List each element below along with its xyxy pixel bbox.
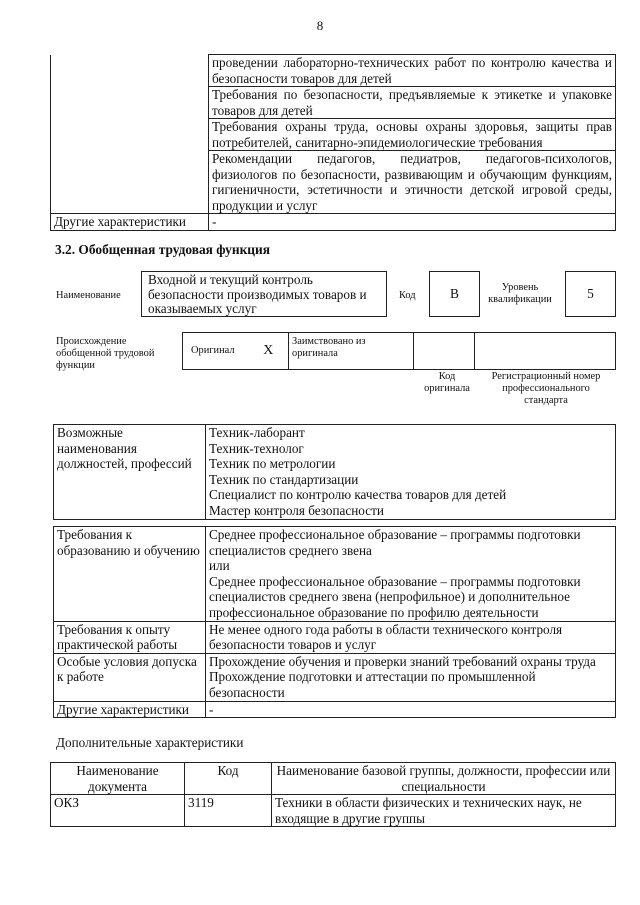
- knowledge-item: проведении лабораторно-технических работ по контролю качества и безопасности товаров для детей: [209, 55, 616, 87]
- education-label: Требования к образованию и обучению: [54, 527, 206, 622]
- section-title: 3.2. Обобщенная трудовая функция: [55, 242, 270, 257]
- list-item: Специалист по контролю качества товаров для детей: [209, 487, 507, 503]
- table-row: [183, 333, 616, 370]
- code-value: B: [429, 271, 480, 317]
- list-item: Техник-лаборант: [209, 425, 305, 440]
- origin-code-cell: [414, 333, 475, 370]
- reg-number-label: Регистрационный номер профессионального стандарта: [491, 371, 601, 406]
- table-row: [51, 214, 616, 231]
- level-value: 5: [565, 271, 616, 317]
- table-cell: Техники в области физических и технических наук, не входящие в другие группы: [272, 795, 616, 827]
- table-row: [54, 701, 616, 718]
- table-cell: 3119: [185, 795, 272, 827]
- experience-value: [206, 621, 616, 653]
- positions-list: [206, 425, 616, 520]
- table-row: [54, 527, 616, 622]
- borrowed-label: Заимствовано из оригинала: [289, 333, 414, 370]
- other-characteristics-value: -: [209, 214, 616, 231]
- list-item: Техник-технолог: [209, 440, 304, 456]
- level-label: Уровень квалификации: [488, 282, 552, 305]
- name-box: [141, 271, 387, 317]
- special-conditions-value: [206, 653, 616, 701]
- original-mark: X: [249, 333, 289, 370]
- original-label: Оригинал: [183, 333, 249, 370]
- education-value: [206, 527, 616, 622]
- origin-label: Происхождение обобщенной трудовой функции: [56, 336, 155, 371]
- list-item: Мастер контроля безопасности: [209, 502, 384, 518]
- column-header: Код: [185, 763, 272, 795]
- column-header: Наименование базовой группы, должности, профессии или специальности: [272, 763, 616, 795]
- knowledge-item: Рекомендации педагогов, педиатров, педагогов-психологов, физиологов по безопасности, развивающим и обучающим функциям, гигиеничности, эстетичности и этичности детской игровой среды, продукции и услуг: [209, 151, 616, 214]
- other-label: Другие характеристики: [54, 701, 206, 718]
- positions-label: Возможные наименования должностей, профессий: [54, 425, 206, 520]
- table-row: [54, 621, 616, 653]
- table-row: [51, 55, 616, 87]
- knowledge-item: Требования охраны труда, основы охраны здоровья, защиты прав потребителей, санитарно-эпидемиологические требования: [209, 119, 616, 151]
- origin-code-label: Код оригинала: [424, 371, 470, 394]
- requirements-table: [53, 526, 616, 718]
- table-row: [51, 795, 616, 827]
- requirement-line: Не менее одного года работы в области технического контроля безопасности товаров и услуг: [209, 621, 563, 653]
- column-header: Наименование документа: [51, 763, 185, 795]
- other-characteristics-label: Другие характеристики: [51, 214, 209, 231]
- additional-title: Дополнительные характеристики: [56, 735, 244, 750]
- requirement-line: Среднее профессиональное образование – программы подготовки специалистов среднего звена (непрофильное) и дополнительное профессиональное образование по профилю деятельности: [209, 573, 581, 620]
- experience-label: Требования к опыту практической работы: [54, 621, 206, 653]
- positions-table: [53, 424, 616, 520]
- knowledge-table: [50, 54, 616, 231]
- table-cell: ОКЗ: [51, 795, 185, 827]
- requirement-line: Прохождение обучения и проверки знаний требований охраны труда: [209, 653, 596, 669]
- function-name: Входной и текущий контроль безопасности производимых товаров и оказываемых услуг: [148, 272, 367, 316]
- special-conditions-label: Особые условия допуска к работе: [54, 653, 206, 701]
- table-row: [54, 425, 616, 520]
- reg-number-cell: [475, 333, 616, 370]
- list-item: Техник по стандартизации: [209, 471, 359, 487]
- table-header-row: [51, 763, 616, 795]
- additional-table: [50, 762, 616, 827]
- table-row: [54, 653, 616, 701]
- requirement-line: или: [209, 558, 230, 574]
- requirement-line: Прохождение подготовки и аттестации по промышленной безопасности: [209, 669, 536, 700]
- requirement-line: Среднее профессиональное образование – программы подготовки специалистов среднего звена: [209, 527, 581, 558]
- requirement-line: -: [209, 701, 214, 717]
- knowledge-item: Требования по безопасности, предъявляемые к этикетке и упаковке товаров для детей: [209, 87, 616, 119]
- name-label: Наименование: [56, 290, 121, 301]
- origin-table: [182, 332, 616, 370]
- other-value: [206, 701, 616, 718]
- page-number: 8: [316, 18, 324, 33]
- table-cell-empty: [51, 55, 209, 214]
- list-item: Техник по метрологии: [209, 456, 336, 472]
- code-label: Код: [399, 290, 416, 301]
